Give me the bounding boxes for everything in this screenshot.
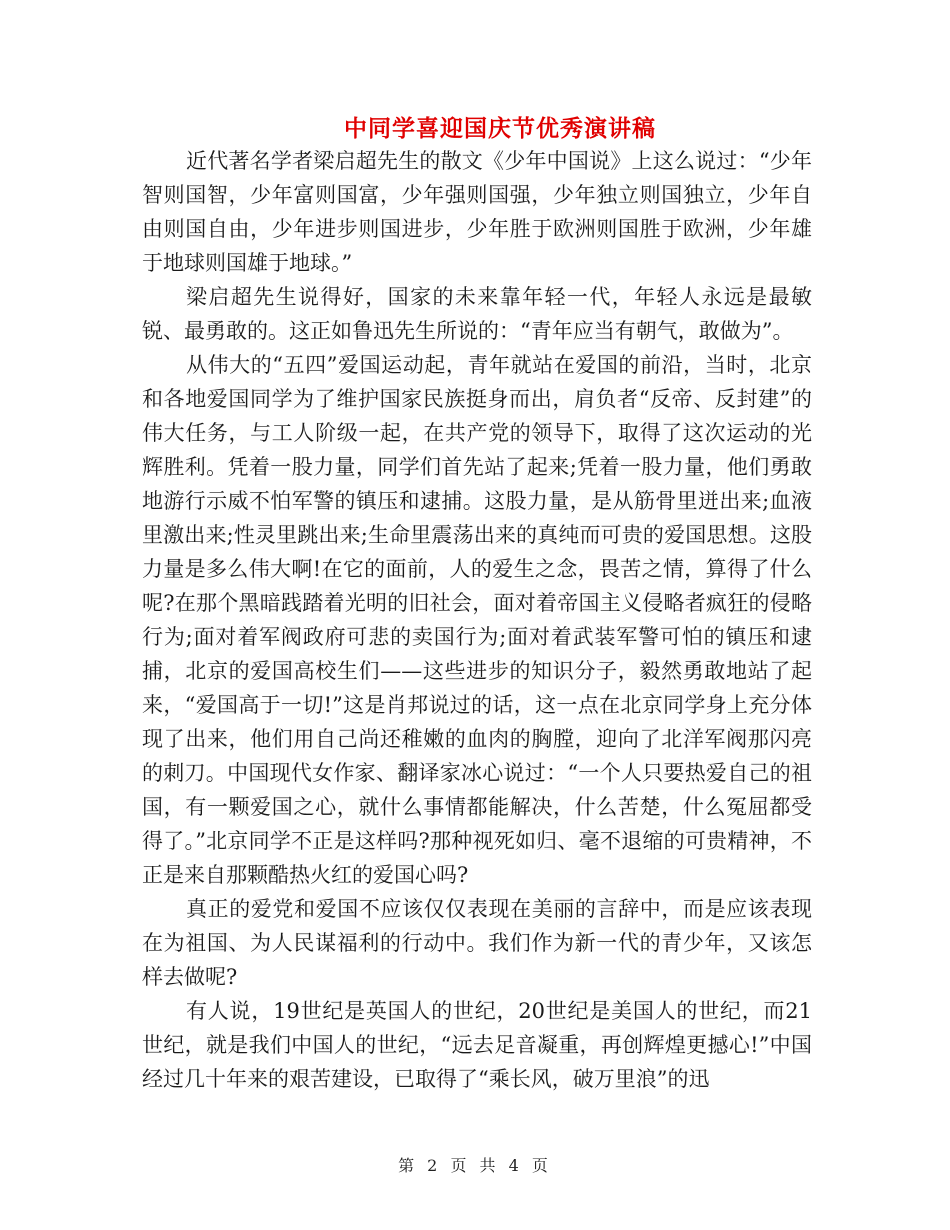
paragraph: 有人说，19世纪是英国人的世纪，20世纪是美国人的世纪，而21世纪，就是我们中国人的世纪，“远去足音凝重，再创辉煌更撼心!”中国经过几十年来的艰苦建设，已取得了“乘长风，破万里浪”的迅	[142, 999, 812, 1091]
paragraph: 真正的爱党和爱国不应该仅仅表现在美丽的言辞中，而是应该表现在为祖国、为人民谋福利的行动中。我们作为新一代的青少年，又该怎样去做呢?	[142, 897, 812, 989]
page-number-footer: 第 2 页 共 4 页	[398, 1156, 552, 1175]
document-body	[142, 144, 812, 1096]
document-title: 中同学喜迎国庆节优秀演讲稿	[344, 116, 656, 142]
paragraph: 近代著名学者梁启超先生的散文《少年中国说》上这么说过：“少年智则国智，少年富则国富，少年强则国强，少年独立则国独立，少年自由则国自由，少年进步则国进步，少年胜于欧洲则国胜于欧洲，少年雄于地球则国雄于地球。”	[142, 149, 812, 275]
paragraph: 梁启超先生说得好，国家的未来靠年轻一代，年轻人永远是最敏锐、最勇敢的。这正如鲁迅先生所说的：“青年应当有朝气，敢做为”。	[142, 285, 812, 343]
paragraph: 从伟大的“五四”爱国运动起，青年就站在爱国的前沿，当时，北京和各地爱国同学为了维护国家民族挺身而出，肩负者“反帝、反封建”的伟大任务，与工人阶级一起，在共产党的领导下，取得了这次运动的光辉胜利。凭着一股力量，同学们首先站了起来;凭着一股力量，他们勇敢地游行示威不怕军警的镇压和逮捕。这股力量，是从筋骨里迸出来;血液里激出来;性灵里跳出来;生命里震荡出来的真纯而可贵的爱国思想。这股力量是多么伟大啊!在它的面前，人的爱生之念，畏苦之情，算得了什么呢?在那个黑暗践踏着光明的旧社会，面对着帝国主义侵略者疯狂的侵略行为;面对着军阀政府可悲的卖国行为;面对着武装军警可怕的镇压和逮捕，北京的爱国高校生们——这些进步的知识分子，毅然勇敢地站了起来，“爱国高于一切!”这是肖邦说过的话，这一点在北京同学身上充分体现了出来，他们用自己尚还稚嫩的血肉的胸膛，迎向了北洋军阀那闪亮的刺刀。中国现代女作家、翻译家冰心说过：“一个人只要热爱自己的祖国，有一颗爱国之心，就什么事情都能解决，什么苦楚，什么冤屈都受得了。”北京同学不正是这样吗?那种视死如归、毫不退缩的可贵精神，不正是来自那颗酷热火红的爱国心吗?	[142, 353, 812, 887]
